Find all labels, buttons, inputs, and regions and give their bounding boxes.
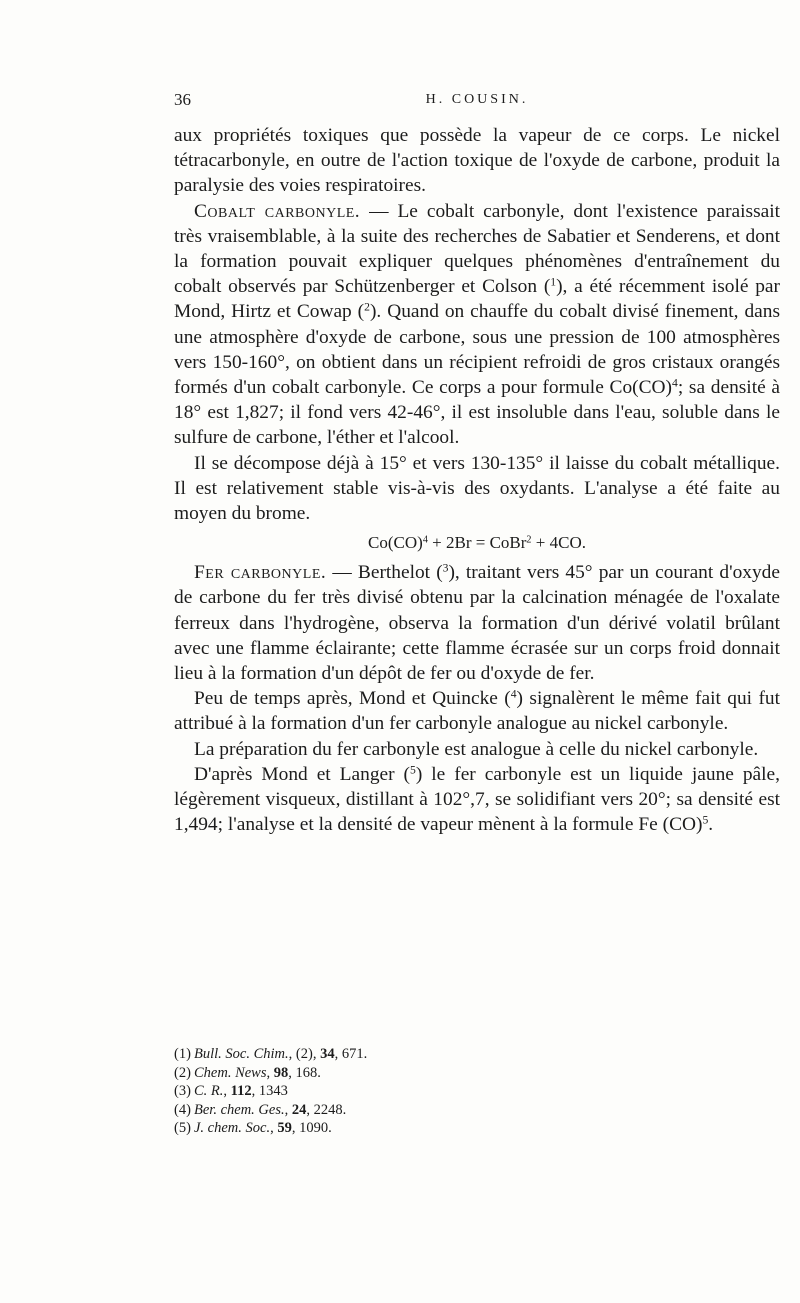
text-run: Peu de temps après, Mond et Quincke ( [194,688,511,710]
journal-title: Bull. Soc. Chim. [194,1046,289,1062]
text-run: ; sa densité à 18° est 1,827; il fond vers 42-46°, il est insoluble dans l'eau, soluble dans le sulfure de carbone, l'éther et l'alcool. [174,377,780,449]
text-run: + 2Br = CoBr [427,533,527,553]
text-run: , [270,1120,278,1137]
page-ref: , 2248. [306,1101,347,1118]
note-ref: 4 [510,687,517,701]
text-run: ). Quand on chauffe du cobalt divisé finement, dans une atmosphère d'oxyde de carbone, sous une pression de 100 atmosphères vers 150-160°, on obtient dans un récipient refroidi de gros cristaux orangés formés d'un cobalt carbonyle. Ce corps a pour formule Co(CO) [174,301,781,399]
text-run: Co(CO) [368,533,423,553]
footnote [174,1101,780,1120]
text-run: , [284,1101,292,1118]
page-ref: , 168. [288,1064,321,1081]
text-run: ) signalèrent le même fait qui fut attribué à la formation d'un fer carbonyle analogue au nickel carbonyle. [174,688,780,735]
journal-title: J. chem. Soc. [194,1120,271,1137]
volume: 24 [291,1101,307,1118]
formula-exponent: 2 [526,534,532,546]
text-run: — Berthelot ( [326,562,443,584]
formula-exponent: 4 [422,534,428,546]
text-run: ) le fer carbonyle est un liquide jaune pâle, légèrement visqueux, distillant à 102°,7, se solidifiant vers 20°; sa densité est 1,494; l'analyse et la densité de vapeur mènent à la formule Fe (CO) [174,763,780,836]
paragraph: La préparation du fer carbonyle est analogue à celle du nickel carbonyle. [194,738,759,760]
text-run: — Le cobalt carbonyle, dont l'existence paraissait très vraisemblable, à la suite des recherches de Sabatier et Senderens, et dont la formation pouvait expliquer quelques phénomènes d'entraînement du cobalt observés par Schützenberger et Colson ( [174,200,780,298]
footnote-number: (5) [174,1120,191,1137]
page-ref: , 671. [334,1046,368,1062]
body-text [174,123,780,837]
volume: 34 [320,1046,335,1062]
journal-title: C. R. [194,1083,224,1100]
running-title: H. COUSIN. [425,92,529,107]
formula-exponent: 4 [672,376,678,390]
formula-exponent: 5 [702,813,709,827]
text-run: ), a été récemment isolé par Mond, Hirtz et Cowap ( [174,276,780,323]
note-ref: 1 [550,275,557,289]
footnote-number: (3) [174,1083,191,1100]
paragraph-fer-carbonyle [174,560,780,686]
paragraph: Il se décompose déjà à 15° et vers 130-135° il laisse du cobalt métallique. Il est relativement stable vis-à-vis des oxydants. L'analyse a été faite au moyen du brome. [174,452,780,525]
paragraph [174,686,780,736]
footnote [174,1045,780,1064]
note-ref: 2 [364,301,370,315]
footnote-number: (2) [174,1064,191,1081]
text-run: ), traitant vers 45° par un courant d'oxyde de carbone du fer très divisé obtenu par la calcination ménagée de l'oxalate ferreux dans l'hydrogène, observa la formation d'un dérivé volatil brûlant avec une flamme éclairante; cette flamme écrasée sur un corps froid donnait lieu à la formation d'un dépôt de fer ou d'oxyde de fer. [174,562,780,685]
paragraph: aux propriétés toxiques que possède la vapeur de ce corps. Le nickel tétracarbonyle, en outre de l'action toxique de l'oxyde de carbone, produit la paralysie des voies respiratoires. [174,125,780,197]
volume: 98 [273,1064,289,1081]
paragraph [174,762,780,838]
volume: 112 [230,1083,252,1100]
running-header [174,90,780,112]
note-ref: 5 [410,763,416,777]
chemical-equation [174,531,780,555]
text-run: , [223,1083,231,1100]
journal-title: Ber. chem. Ges. [194,1101,285,1118]
footnote-number: (1) [174,1046,191,1062]
paragraph-cobalt-carbonyle [174,199,780,451]
text-run: D'après Mond et Langer ( [194,763,411,785]
section-heading: Fer carbonyle. [194,562,327,584]
page-ref: , 1090. [291,1120,332,1137]
text-run: , (2), [288,1046,321,1062]
footnote-number: (4) [174,1101,191,1118]
text-run: . [708,814,714,836]
note-ref: 3 [442,561,449,575]
text-run: , [266,1064,274,1081]
volume: 59 [277,1120,292,1137]
footnote [174,1119,780,1138]
page-ref: , 1343 [251,1083,288,1100]
section-heading: Cobalt carbonyle. [194,200,361,222]
page-number: 36 [174,90,191,109]
journal-title: Chem. News [194,1064,267,1081]
footnotes [174,1045,780,1138]
footnote [174,1082,780,1101]
footnote [174,1064,780,1083]
text-run: + 4CO. [531,533,586,553]
